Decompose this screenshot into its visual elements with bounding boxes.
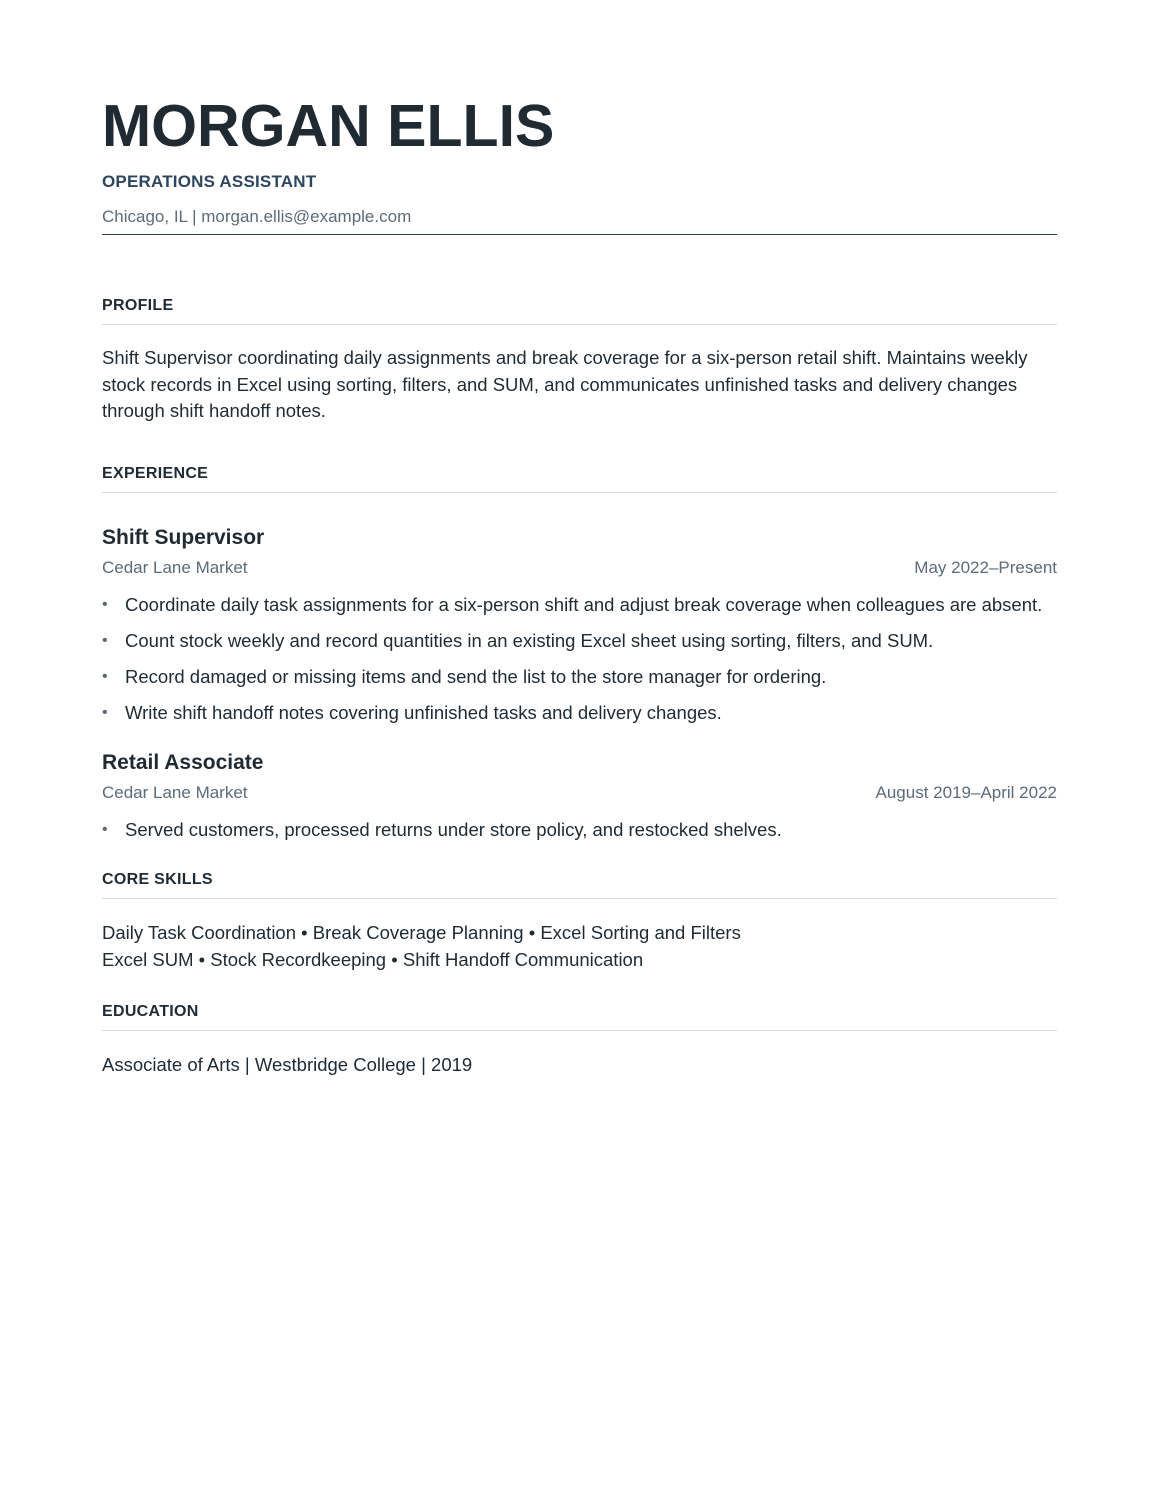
experience-heading: EXPERIENCE <box>102 464 1057 493</box>
profile-summary: Shift Supervisor coordinating daily assignments and break coverage for a six-person retail shift. Maintains weekly stock records in Excel using sorting, filters, and SUM, and communicates unfinished tasks and delivery changes through shift handoff notes. <box>102 347 1028 421</box>
profile-heading: PROFILE <box>102 296 1057 325</box>
bullet-text: Coordinate daily task assignments for a six-person shift and adjust break coverage when colleagues are absent. <box>125 593 1043 615</box>
skills-line: Daily Task Coordination • Break Coverage Planning • Excel Sorting and Filters <box>102 921 741 943</box>
bullet-item <box>102 592 1057 619</box>
job-bullets <box>102 592 1057 727</box>
job-bullets <box>102 817 1057 844</box>
bullet-item <box>102 664 1057 691</box>
bullet-dot-icon: • <box>102 821 108 838</box>
education-entry: Associate of Arts | Westbridge College | 2019 <box>102 1053 473 1075</box>
skills-list <box>102 919 1057 973</box>
candidate-title: OPERATIONS ASSISTANT <box>102 172 317 191</box>
contact-line: Chicago, IL | morgan.ellis@example.com <box>102 207 412 226</box>
job-company: Cedar Lane Market <box>102 557 248 577</box>
skills-heading: CORE SKILLS <box>102 870 1057 899</box>
job-entry <box>102 525 1057 727</box>
bullet-item <box>102 817 1057 844</box>
job-company: Cedar Lane Market <box>102 783 248 802</box>
job-dates: August 2019–April 2022 <box>875 783 1057 802</box>
bullet-dot-icon: • <box>102 703 108 721</box>
bullet-text: Count stock weekly and record quantities in an existing Excel sheet using sorting, filters, and SUM. <box>125 629 934 651</box>
skills-line: Excel SUM • Stock Recordkeeping • Shift Handoff Communication <box>102 948 644 970</box>
job-dates: May 2022–Present <box>914 557 1057 577</box>
candidate-name: MORGAN ELLIS <box>102 93 555 159</box>
job-title: Retail Associate <box>102 751 264 774</box>
job-meta <box>102 783 1057 803</box>
bullet-text: Record damaged or missing items and send the list to the store manager for ordering. <box>125 665 827 687</box>
bullet-dot-icon: • <box>102 631 108 649</box>
bullet-dot-icon: • <box>102 667 108 685</box>
education-heading: EDUCATION <box>102 1002 1057 1031</box>
bullet-text: Write shift handoff notes covering unfinished tasks and delivery changes. <box>125 701 722 723</box>
bullet-dot-icon: • <box>102 595 108 613</box>
job-meta <box>102 558 1057 578</box>
header-divider <box>102 234 1057 235</box>
bullet-item <box>102 628 1057 655</box>
bullet-text: Served customers, processed returns under store policy, and restocked shelves. <box>125 819 782 840</box>
job-entry <box>102 750 1057 844</box>
job-title: Shift Supervisor <box>102 525 265 549</box>
bullet-item <box>102 700 1057 727</box>
